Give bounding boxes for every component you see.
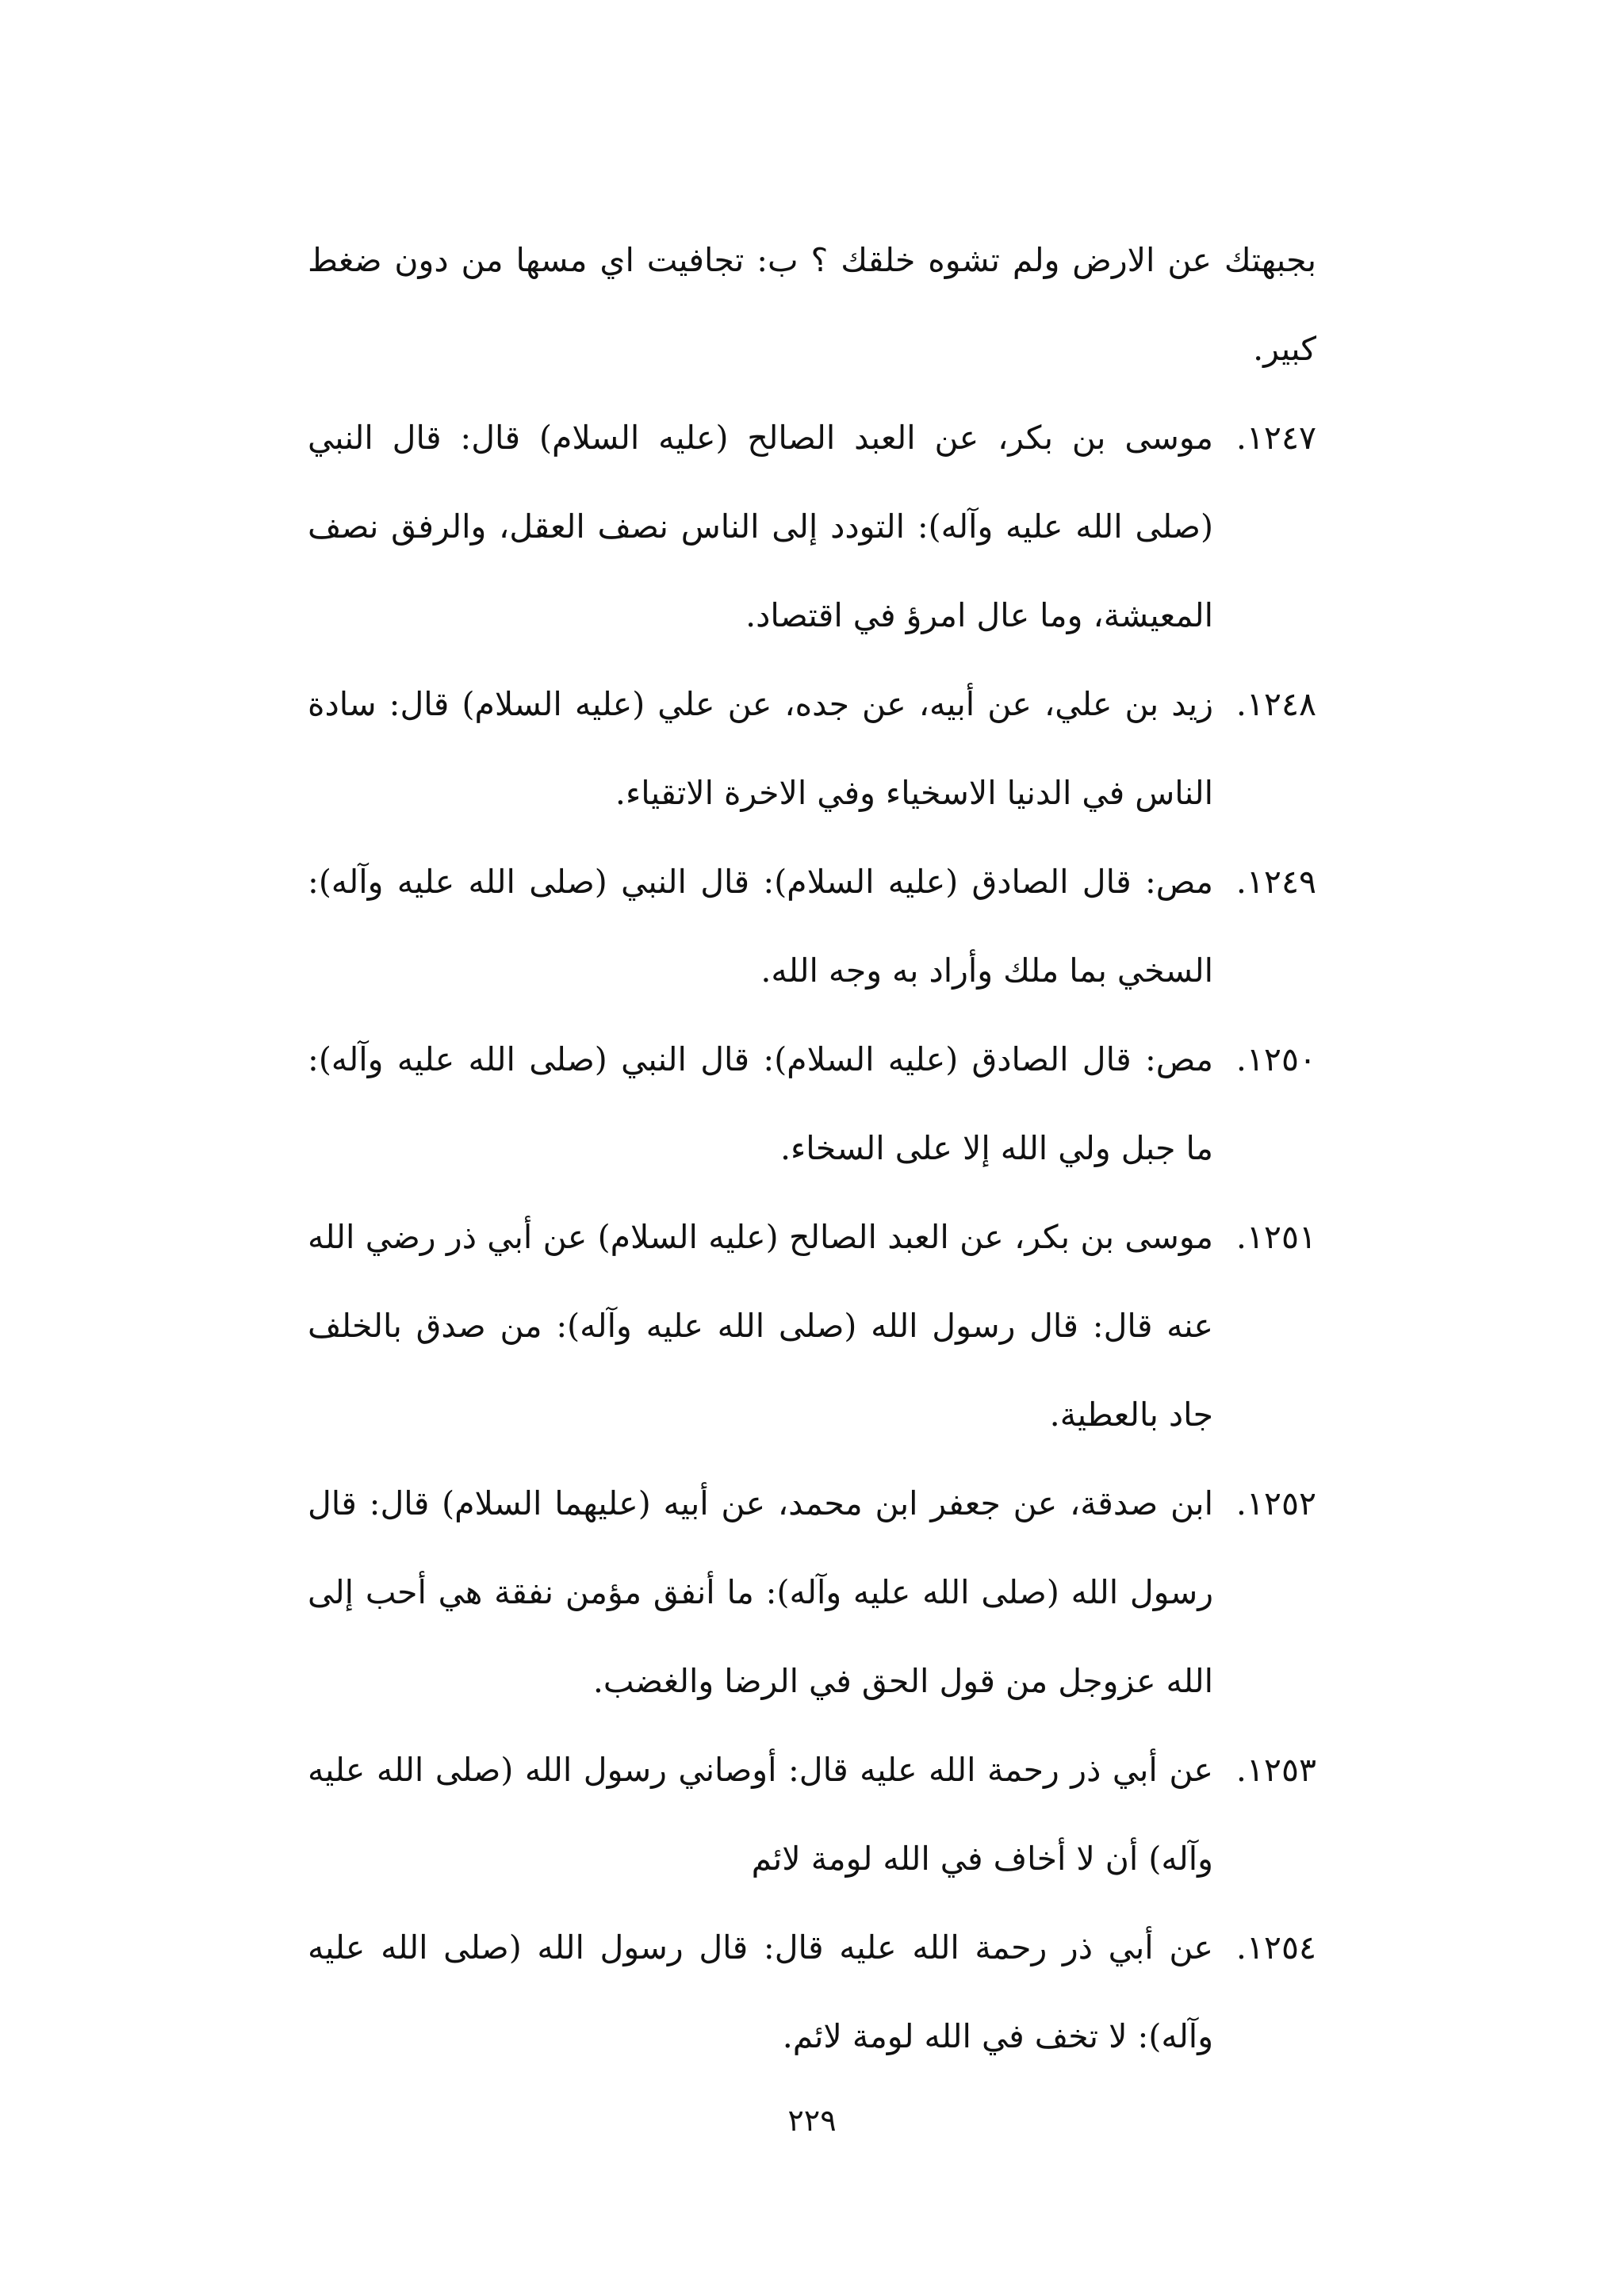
entry-text: زيد بن علي، عن أبيه، عن جده، عن علي (عليه السلام) قال: سادة الناس في الدنيا الاسخياء وفي الاخرة الاتقياء. — [308, 685, 1213, 812]
entry-text: عن أبي ذر رحمة الله عليه قال: قال رسول الله (صلى الله عليه وآله): لا تخف في الله لومة لائم. — [308, 1928, 1213, 2055]
entry-number: ١٢٤٨. — [1235, 685, 1316, 723]
entry-number: ١٢٥٢. — [1235, 1484, 1316, 1522]
entry-number: ١٢٥٠. — [1235, 1040, 1316, 1078]
entry-text: موسى بن بكر، عن العبد الصالح (عليه السلام) قال: قال النبي (صلى الله عليه وآله): التودد إلى الناس نصف العقل، والرفق نصف المعيشة، وما عال امرؤ في اقتصاد. — [308, 419, 1213, 634]
hadith-entry-1251 — [308, 1193, 1316, 1459]
entry-text: عن أبي ذر رحمة الله عليه قال: أوصاني رسول الله (صلى الله عليه وآله) أن لا أخاف في الله لومة لائم — [308, 1751, 1213, 1878]
entry-number: ١٢٤٧. — [1235, 419, 1316, 457]
entry-text: مص: قال الصادق (عليه السلام): قال النبي (صلى الله عليه وآله): السخي بما ملك وأراد به وجه الله. — [308, 863, 1213, 990]
entry-number: ١٢٥١. — [1235, 1218, 1316, 1256]
entry-number: ١٢٥٣. — [1235, 1751, 1316, 1789]
hadith-entry-1249 — [308, 837, 1316, 1015]
hadith-entry-1247 — [308, 393, 1316, 660]
entry-number: ١٢٤٩. — [1235, 863, 1316, 901]
entry-text: مص: قال الصادق (عليه السلام): قال النبي (صلى الله عليه وآله): ما جبل ولي الله إلا على السخاء. — [308, 1040, 1213, 1167]
body-text — [308, 216, 1316, 2081]
page-number: ٢٢٩ — [787, 2103, 837, 2138]
hadith-entry-1254 — [308, 1903, 1316, 2081]
entry-text: ابن صدقة، عن جعفر ابن محمد، عن أبيه (عليهما السلام) قال: قال رسول الله (صلى الله عليه وآله): ما أنفق مؤمن نفقة هي أحب إلى الله عزوجل من قول الحق في الرضا والغضب. — [308, 1484, 1213, 1700]
hadith-entry-1253 — [308, 1725, 1316, 1903]
hadith-entry-1250 — [308, 1015, 1316, 1193]
hadith-entry-1248 — [308, 660, 1316, 837]
entry-number: ١٢٥٤. — [1235, 1928, 1316, 1967]
continuation-paragraph: بجبهتك عن الارض ولم تشوه خلقك ؟ ب: تجافيت اي مسها من دون ضغط كبير. — [308, 241, 1316, 368]
hadith-entry-1252 — [308, 1459, 1316, 1725]
entry-text: موسى بن بكر، عن العبد الصالح (عليه السلام) عن أبي ذر رضي الله عنه قال: قال رسول الله (صلى الله عليه وآله): من صدق بالخلف جاد بالعطية. — [308, 1218, 1213, 1434]
